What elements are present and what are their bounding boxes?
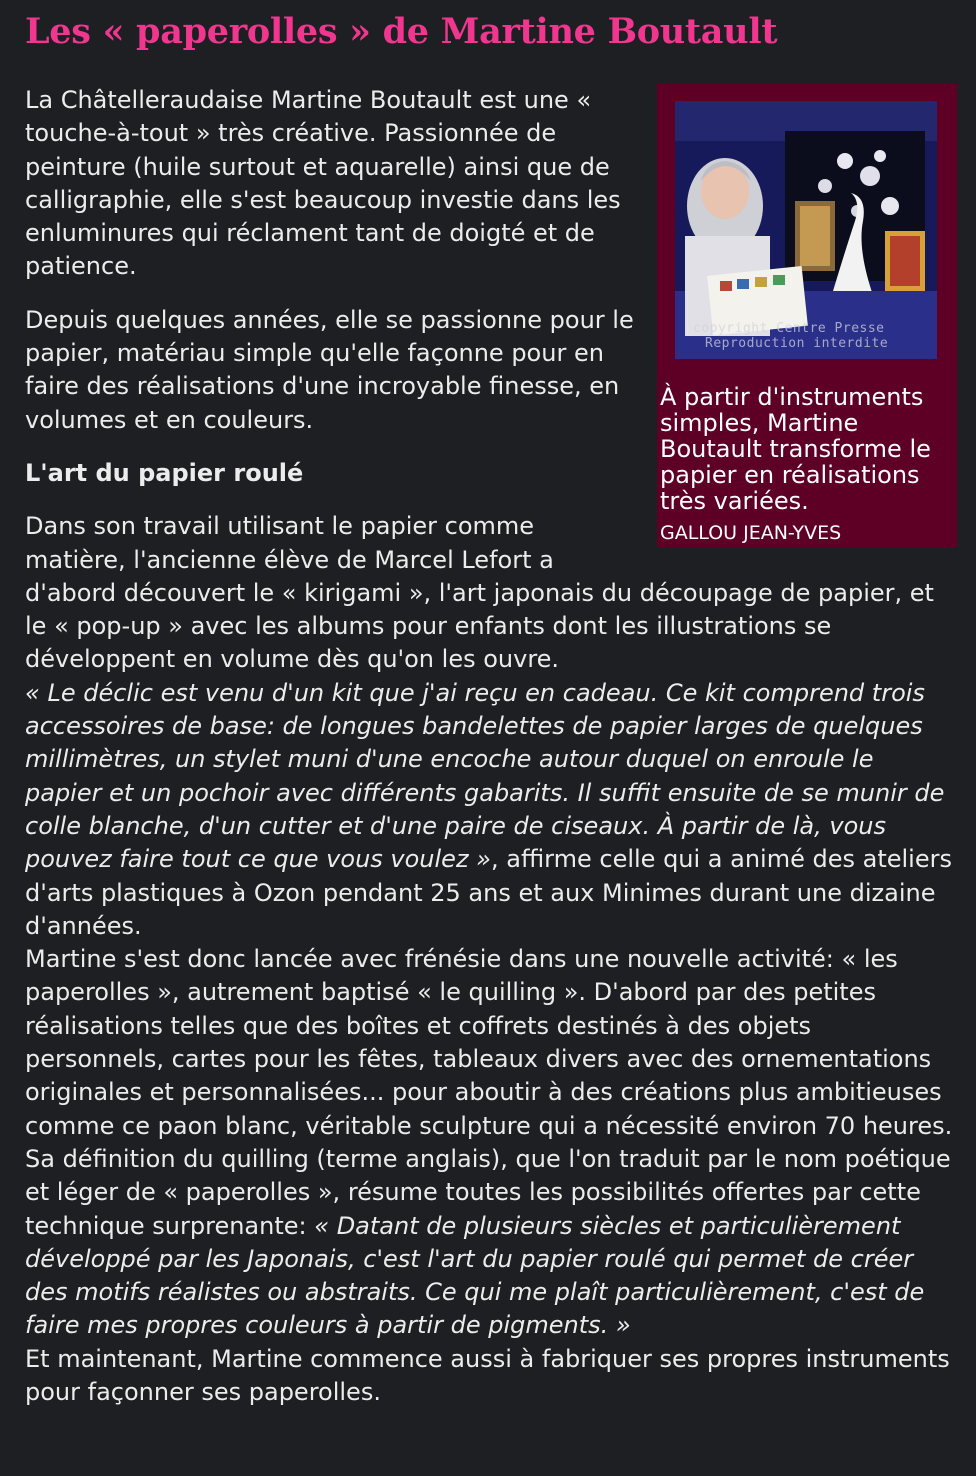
article-title: Les « paperolles » de Martine Boutault: [25, 11, 778, 52]
figure-caption: À partir d'instruments simples, Martine Boutault transforme le papier en réalisations très variées.: [660, 383, 931, 515]
photo-credit: GALLOU JEAN-YVES: [660, 522, 842, 544]
paragraph-3: [25, 510, 955, 1409]
quote-2: « Datant de plusieurs siècles et particulièrement développé par les Japonais, c'est l'art du papier roulé qui permet de créer des motifs réalistes ou abstraits. Ce qui me plaît particulièrement, c'est de faire mes propres couleurs à partir de pigments. »: [25, 1211, 925, 1340]
article-body: [25, 84, 955, 1409]
photo: [675, 101, 937, 359]
paragraph-1: La Châtelleraudaise Martine Boutault est une « touche-à-tout » très créative. Passionnée de peinture (huile surtout et aquarelle) ainsi que de calligraphie, elle s'est beaucoup investie dans les enluminures qui réclament tant de doigté et de patience.: [25, 86, 621, 281]
figure: [657, 84, 957, 548]
paragraph-3-closing: Et maintenant, Martine commence aussi à fabriquer ses propres instruments pour façonner ses paperolles.: [25, 1344, 950, 1406]
quote-1: « Le déclic est venu d'un kit que j'ai reçu en cadeau. Ce kit comprend trois accessoires de base: de longues bandelettes de papier larges de quelques millimètres, un stylet muni d'une encoche autour duquel on enroule le papier et un pochoir avec différents gabarits. Il suffit ensuite de se munir de colle blanche, d'un cutter et d'une paire de ciseaux. À partir de là, vous pouvez faire tout ce que vous voulez »: [25, 678, 945, 874]
paragraph-3-attribution: , affirme celle qui a animé des ateliers d'arts plastiques à Ozon pendant 25 ans et aux Minimes durant une dizaine d'années.: [25, 845, 952, 940]
paragraph-3-definition: Sa définition du quilling (terme anglais), que l'on traduit par le nom poétique et léger de « paperolles », résume toutes les possibilités offertes par cette technique surprenante:: [25, 1144, 951, 1240]
article: [25, 0, 955, 1409]
watermark-line-2: Reproduction interdite: [705, 336, 889, 351]
paragraph-3-intro: Dans son travail utilisant le papier comme matière, l'ancienne élève de Marcel Lefort a d'abord découvert le « kirigami », l'art japonais du découpage de papier, et le « pop-up » avec les albums pour enfants dont les illustrations se développent en volume dès qu'on les ouvre.: [25, 512, 934, 674]
photo-watermark: [693, 321, 888, 351]
subheading: L'art du papier roulé: [25, 458, 304, 487]
watermark-line-1: copyright Centre Presse: [693, 321, 885, 336]
paragraph-3-quilling: Martine s'est donc lancée avec frénésie dans une nouvelle activité: « les paperolles », autrement baptisé « le quilling ». D'abord par des petites réalisations telles que des boîtes et coffrets destinés à des objets personnels, cartes pour les fêtes, tableaux divers avec des ornementations originales et personnalisées... pour aboutir à des créations plus ambitieuses comme ce paon blanc, véritable sculpture qui a nécessité environ 70 heures.: [25, 945, 953, 1140]
paragraph-2: Depuis quelques années, elle se passionne pour le papier, matériau simple qu'elle façonne pour en faire des réalisations d'une incroyable finesse, en volumes et en couleurs.: [25, 305, 634, 434]
